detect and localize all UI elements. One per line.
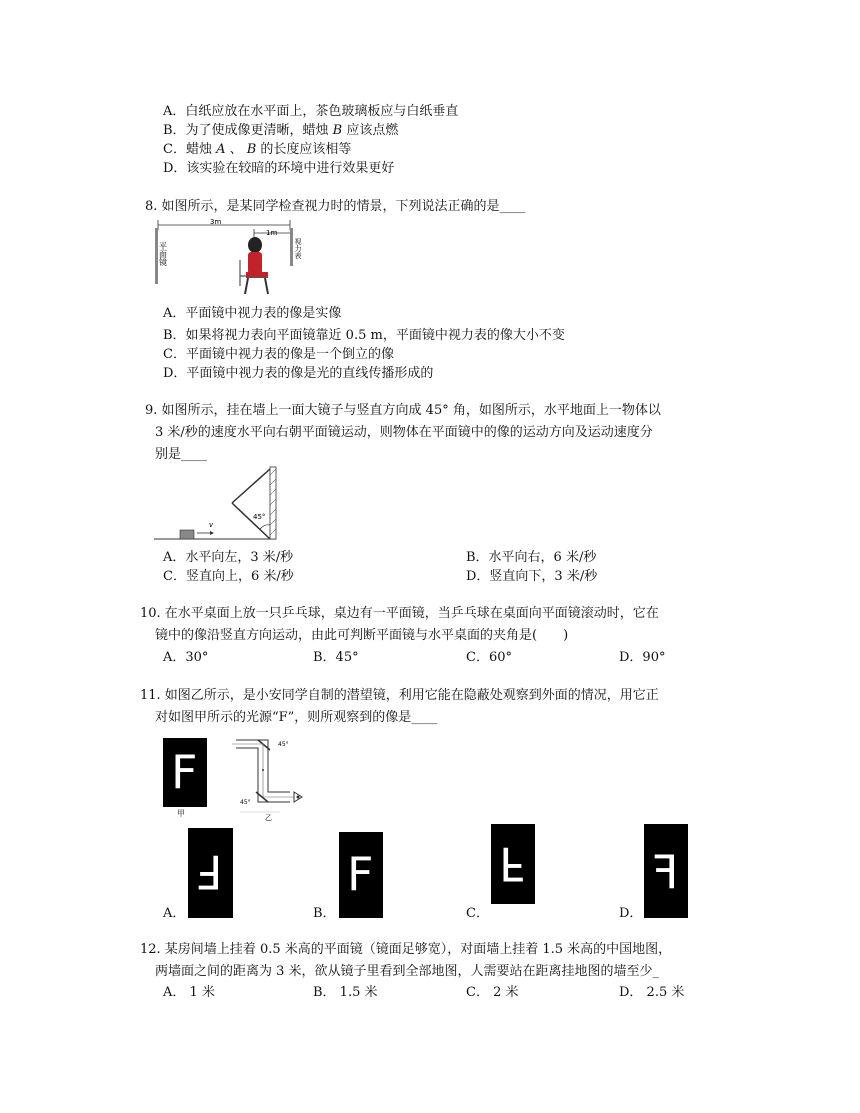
q10-option-c: C．60° bbox=[466, 650, 512, 665]
q8-option-a: A．平面镜中视力表的像是实像 bbox=[163, 306, 342, 321]
q8-stem: 8. 如图所示，是某同学检查视力时的情景，下列说法正确的是____ bbox=[145, 199, 526, 214]
q7-option-a: A．白纸应放在水平面上，茶色玻璃板应与白纸垂直 bbox=[163, 104, 459, 119]
q11-periscope-figure bbox=[228, 736, 312, 826]
q8-fig-dist-total: 3m bbox=[210, 218, 222, 226]
q10-stem-line1: 10. 在水平桌面上放一只乒乓球，桌边有一平面镜，当乒乓球在桌面向平面镜滚动时，它在 bbox=[140, 606, 659, 621]
q10-option-a: A．30° bbox=[163, 650, 209, 665]
q11-option-b-letter: F bbox=[347, 847, 374, 901]
q12-option-a: A． 1 米 bbox=[163, 985, 215, 1000]
q12-stem-line2: 两墙面之间的距离为 3 米，欲从镜子里看到全部地图，人需要站在距离挂地图的墙至少_ bbox=[155, 964, 660, 979]
q11-option-b-image bbox=[339, 832, 383, 918]
q11-fig-angle-bottom: 45° bbox=[240, 799, 251, 806]
q11-option-d-image bbox=[644, 824, 688, 918]
q11-stem-line1: 11. 如图乙所示，是小安同学自制的潜望镜，利用它能在隐蔽处观察到外面的情况，用它正 bbox=[140, 688, 659, 703]
q8-option-b: B．如果将视力表向平面镜靠近 0.5 m，平面镜中视力表的像大小不变 bbox=[163, 328, 565, 343]
q12-option-c: C． 2 米 bbox=[466, 985, 519, 1000]
q11-label-jia: 甲 bbox=[177, 809, 185, 818]
q12-option-d: D． 2.5 米 bbox=[619, 985, 685, 1000]
q7-option-d: D．该实验在较暗的环境中进行效果更好 bbox=[163, 161, 395, 176]
q8-fig-chart-label: 视力表 bbox=[294, 238, 302, 259]
q8-option-c: C．平面镜中视力表的像是一个倒立的像 bbox=[163, 347, 394, 362]
q11-stem-line2: 对如图甲所示的光源“F”，则所观察到的像是____ bbox=[155, 710, 438, 725]
q11-fig-angle-top: 45° bbox=[278, 741, 289, 748]
q12-option-b: B． 1.5 米 bbox=[313, 985, 378, 1000]
q9-fig-velocity-label: v bbox=[209, 521, 214, 529]
q8-fig-dist-right: 1m bbox=[266, 229, 278, 237]
q11-light-source-figure bbox=[163, 738, 207, 807]
q11-option-c-letter: F bbox=[499, 837, 526, 891]
q11-option-b-label: B． bbox=[313, 906, 336, 921]
q9-stem-line3: 别是____ bbox=[155, 447, 208, 462]
q11-source-letter: F bbox=[171, 745, 198, 799]
q9-stem-line2: 3 米/秒的速度水平向右朝平面镜运动，则物体在平面镜中的像的运动方向及运动速度分 bbox=[155, 425, 653, 440]
q9-option-b: B．水平向右，6 米/秒 bbox=[466, 550, 597, 565]
q11-option-c-image bbox=[491, 824, 535, 904]
q9-fig-angle-label: 45° bbox=[253, 513, 266, 521]
q11-option-a-letter: F bbox=[196, 845, 223, 899]
q11-option-a-label: A． bbox=[163, 906, 186, 921]
q11-option-d-label: D． bbox=[619, 906, 643, 921]
q11-option-d-letter: F bbox=[652, 845, 679, 899]
q9-option-d: D．竖直向下，3 米/秒 bbox=[466, 569, 598, 584]
q10-option-b: B．45° bbox=[313, 650, 359, 665]
q9-option-c: C．竖直向上，6 米/秒 bbox=[163, 569, 294, 584]
q11-option-c-label: C． bbox=[466, 906, 489, 921]
q11-option-a-image bbox=[188, 828, 233, 918]
q9-stem-line1: 9. 如图所示，挂在墙上一面大镜子与竖直方向成 45° 角，如图所示，水平地面上一物体以 bbox=[145, 403, 661, 418]
q8-eye-test-figure bbox=[150, 216, 310, 298]
q7-option-b: B．为了使成像更清晰，蜡烛 𝐵 应该点燃 bbox=[163, 123, 399, 138]
q7-option-c: C．蜡烛 𝐴 、 𝐵 的长度应该相等 bbox=[163, 142, 352, 157]
q10-option-d: D．90° bbox=[619, 650, 666, 665]
q9-mirror-figure bbox=[152, 463, 282, 543]
q10-stem-line2: 镜中的像沿竖直方向运动，由此可判断平面镜与水平桌面的夹角是( ) bbox=[155, 628, 569, 643]
q11-label-yi: 乙 bbox=[265, 814, 272, 822]
q12-stem-line1: 12. 某房间墙上挂着 0.5 米高的平面镜（镜面足够宽），对面墙上挂着 1.5 米高的中国地图， bbox=[140, 942, 672, 957]
q8-fig-mirror-label: 平面镜 bbox=[158, 242, 168, 266]
q8-option-d: D．平面镜中视力表的像是光的直线传播形成的 bbox=[163, 366, 434, 381]
q9-option-a: A．水平向左，3 米/秒 bbox=[163, 550, 294, 565]
